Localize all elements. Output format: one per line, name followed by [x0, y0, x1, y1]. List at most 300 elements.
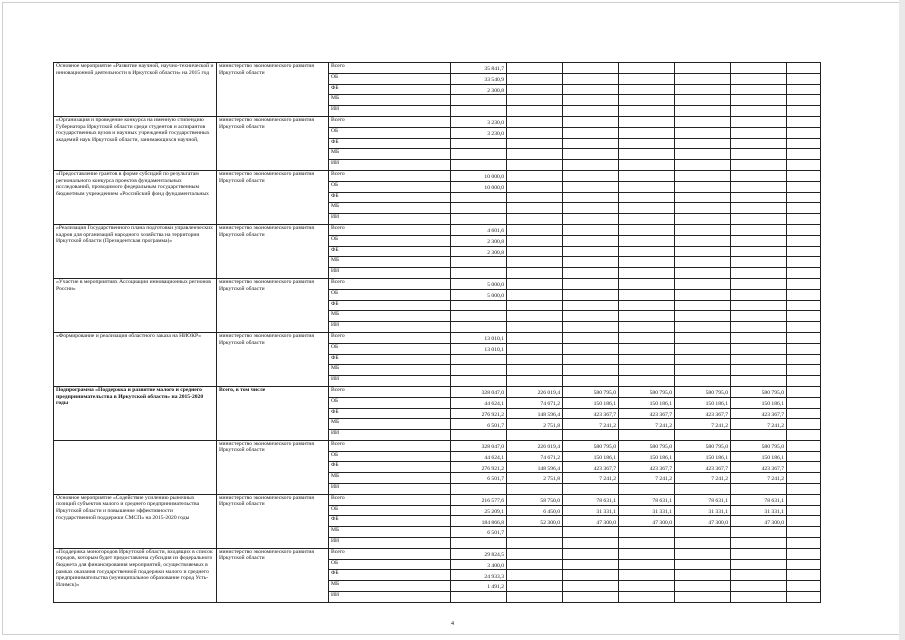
- value-cell: [563, 73, 619, 84]
- value-cell: [563, 311, 619, 322]
- activity-name-cell: «Организация и проведение конкурса на именную стипендию Губернатора Иркутской области среди студентов и аспирантов государственных вузов и научных учреждений государственных академий наук Иркутской области, занимающихся научной,: [54, 116, 217, 170]
- value-cell: [563, 95, 619, 106]
- value-cell: 328 047,0: [451, 386, 507, 397]
- value-cell: [563, 192, 619, 203]
- spacer-cell: [787, 559, 821, 570]
- value-cell: 29 824,5: [451, 548, 507, 559]
- value-cell: [563, 235, 619, 246]
- value-cell: 31 331,1: [619, 505, 675, 516]
- funding-source-cell: МБ: [329, 419, 451, 430]
- value-cell: [675, 138, 731, 149]
- page-number: 4: [451, 621, 454, 627]
- value-cell: 3 230,0: [451, 116, 507, 127]
- value-cell: 423 367,7: [675, 462, 731, 473]
- value-cell: [451, 257, 507, 268]
- value-cell: 148 596,4: [507, 462, 563, 473]
- spacer-cell: [787, 343, 821, 354]
- value-cell: [507, 138, 563, 149]
- value-cell: 47 300,0: [619, 516, 675, 527]
- value-cell: [619, 160, 675, 171]
- funding-source-cell: ОБ: [329, 343, 451, 354]
- spacer-cell: [787, 332, 821, 343]
- value-cell: [563, 181, 619, 192]
- value-cell: [563, 106, 619, 117]
- value-cell: [731, 570, 787, 581]
- spacer-cell: [787, 419, 821, 430]
- funding-source-cell: Всего: [329, 63, 451, 74]
- value-cell: [619, 181, 675, 192]
- value-cell: [507, 246, 563, 257]
- value-cell: 7 241,2: [563, 473, 619, 484]
- spacer-cell: [787, 170, 821, 181]
- value-cell: [507, 257, 563, 268]
- value-cell: [507, 203, 563, 214]
- value-cell: [731, 73, 787, 84]
- funding-source-cell: МБ: [329, 581, 451, 592]
- value-cell: [507, 484, 563, 495]
- funding-source-cell: ФБ: [329, 570, 451, 581]
- spacer-cell: [787, 354, 821, 365]
- value-cell: [507, 581, 563, 592]
- value-cell: [563, 538, 619, 549]
- value-cell: 580 795,0: [619, 386, 675, 397]
- value-cell: [619, 95, 675, 106]
- funding-source-cell: ФБ: [329, 84, 451, 95]
- spacer-cell: [787, 160, 821, 171]
- value-cell: [675, 365, 731, 376]
- spacer-cell: [787, 516, 821, 527]
- executor-cell: министерство экономического развития Иркутской области: [217, 548, 329, 602]
- value-cell: 4 601,6: [451, 224, 507, 235]
- value-cell: 423 367,7: [731, 462, 787, 473]
- activity-name-cell: Подпрограмма «Поддержка и развитие малого и среднего предпринимательства в Иркутской области» на 2015-2020 годы: [54, 386, 217, 440]
- spacer-cell: [787, 538, 821, 549]
- value-cell: [507, 559, 563, 570]
- value-cell: [619, 257, 675, 268]
- value-cell: [675, 332, 731, 343]
- funding-source-cell: Всего: [329, 278, 451, 289]
- value-cell: 276 921,2: [451, 462, 507, 473]
- value-cell: 7 241,2: [731, 419, 787, 430]
- activity-name-cell: [54, 440, 217, 494]
- value-cell: [563, 559, 619, 570]
- value-cell: [507, 311, 563, 322]
- value-cell: [675, 559, 731, 570]
- value-cell: 33 540,9: [451, 73, 507, 84]
- value-cell: [619, 354, 675, 365]
- value-cell: [619, 322, 675, 333]
- value-cell: [731, 235, 787, 246]
- table-body: [54, 63, 821, 603]
- funding-source-cell: ИИ: [329, 214, 451, 225]
- value-cell: [563, 246, 619, 257]
- value-cell: [451, 214, 507, 225]
- value-cell: [619, 84, 675, 95]
- value-cell: [675, 311, 731, 322]
- value-cell: [619, 63, 675, 74]
- value-cell: [507, 170, 563, 181]
- value-cell: [563, 149, 619, 160]
- value-cell: [619, 343, 675, 354]
- value-cell: [731, 365, 787, 376]
- value-cell: [507, 181, 563, 192]
- spacer-cell: [787, 289, 821, 300]
- spacer-cell: [787, 203, 821, 214]
- value-cell: 2 300,8: [451, 84, 507, 95]
- value-cell: 184 866,8: [451, 516, 507, 527]
- value-cell: 7 241,2: [619, 419, 675, 430]
- funding-source-cell: МБ: [329, 311, 451, 322]
- value-cell: 78 631,1: [563, 494, 619, 505]
- value-cell: [731, 160, 787, 171]
- table-row: [54, 386, 821, 397]
- value-cell: 3 400,0: [451, 559, 507, 570]
- value-cell: [619, 300, 675, 311]
- spacer-cell: [787, 484, 821, 495]
- value-cell: [619, 127, 675, 138]
- value-cell: 580 795,0: [619, 440, 675, 451]
- value-cell: [675, 160, 731, 171]
- value-cell: [731, 332, 787, 343]
- funding-source-cell: ФБ: [329, 516, 451, 527]
- value-cell: [619, 581, 675, 592]
- value-cell: 150 186,1: [731, 451, 787, 462]
- value-cell: [731, 203, 787, 214]
- spacer-cell: [787, 278, 821, 289]
- value-cell: 52 300,0: [507, 516, 563, 527]
- value-cell: [619, 365, 675, 376]
- spacer-cell: [787, 494, 821, 505]
- value-cell: [731, 278, 787, 289]
- value-cell: 58 750,0: [507, 494, 563, 505]
- spacer-cell: [787, 527, 821, 538]
- value-cell: 276 921,2: [451, 408, 507, 419]
- value-cell: 74 671,2: [507, 397, 563, 408]
- value-cell: 2 300,8: [451, 235, 507, 246]
- value-cell: 31 331,1: [563, 505, 619, 516]
- value-cell: 7 241,2: [563, 419, 619, 430]
- value-cell: [563, 214, 619, 225]
- spacer-cell: [787, 386, 821, 397]
- value-cell: [675, 354, 731, 365]
- value-cell: [563, 203, 619, 214]
- value-cell: [619, 170, 675, 181]
- value-cell: [563, 257, 619, 268]
- value-cell: 2 751,8: [507, 473, 563, 484]
- value-cell: [451, 300, 507, 311]
- value-cell: [619, 192, 675, 203]
- spacer-cell: [787, 268, 821, 279]
- value-cell: [619, 559, 675, 570]
- value-cell: 423 367,7: [563, 462, 619, 473]
- value-cell: 150 186,1: [563, 397, 619, 408]
- spacer-cell: [787, 224, 821, 235]
- funding-source-cell: МБ: [329, 95, 451, 106]
- spacer-cell: [787, 138, 821, 149]
- value-cell: 423 367,7: [675, 408, 731, 419]
- value-cell: [675, 257, 731, 268]
- value-cell: 47 300,0: [563, 516, 619, 527]
- funding-source-cell: ОБ: [329, 505, 451, 516]
- value-cell: [731, 538, 787, 549]
- value-cell: [507, 322, 563, 333]
- value-cell: 150 186,1: [675, 451, 731, 462]
- value-cell: [507, 527, 563, 538]
- value-cell: [563, 430, 619, 441]
- value-cell: [675, 430, 731, 441]
- value-cell: [675, 116, 731, 127]
- value-cell: [675, 235, 731, 246]
- value-cell: 148 596,4: [507, 408, 563, 419]
- value-cell: [731, 430, 787, 441]
- value-cell: [507, 214, 563, 225]
- value-cell: [619, 527, 675, 538]
- value-cell: [451, 192, 507, 203]
- spacer-cell: [787, 127, 821, 138]
- value-cell: [619, 203, 675, 214]
- value-cell: [507, 548, 563, 559]
- spacer-cell: [787, 505, 821, 516]
- value-cell: [563, 300, 619, 311]
- executor-cell: Всего, в том числе: [217, 386, 329, 440]
- value-cell: 423 367,7: [563, 408, 619, 419]
- value-cell: [675, 581, 731, 592]
- spacer-cell: [787, 73, 821, 84]
- spacer-cell: [787, 300, 821, 311]
- funding-source-cell: Всего: [329, 386, 451, 397]
- value-cell: [675, 127, 731, 138]
- value-cell: [731, 246, 787, 257]
- value-cell: [675, 300, 731, 311]
- value-cell: [563, 376, 619, 387]
- value-cell: [563, 322, 619, 333]
- page-edge: [899, 0, 905, 640]
- value-cell: [451, 106, 507, 117]
- value-cell: [563, 268, 619, 279]
- executor-cell: министерство экономического развития Иркутской области: [217, 440, 329, 494]
- funding-source-cell: МБ: [329, 473, 451, 484]
- activity-name-cell: «Участие в мероприятиях Ассоциации инновационных регионов России»: [54, 278, 217, 332]
- funding-source-cell: ИИ: [329, 484, 451, 495]
- table-row: [54, 170, 821, 181]
- value-cell: [619, 235, 675, 246]
- value-cell: [451, 203, 507, 214]
- funding-source-cell: ИИ: [329, 430, 451, 441]
- value-cell: [563, 592, 619, 603]
- executor-cell: министерство экономического развития Иркутской области: [217, 224, 329, 278]
- value-cell: [507, 570, 563, 581]
- value-cell: [619, 116, 675, 127]
- value-cell: 10 000,0: [451, 181, 507, 192]
- value-cell: 150 186,1: [619, 451, 675, 462]
- funding-source-cell: ОБ: [329, 397, 451, 408]
- value-cell: [507, 354, 563, 365]
- value-cell: [731, 322, 787, 333]
- spacer-cell: [787, 430, 821, 441]
- activity-name-cell: «Предоставление грантов в форме субсидий по результатам регионального конкурса проектов фундаментальных исследований, проводимого федеральным государственным бюджетным учреждением «Российский фонд фундаментальных: [54, 170, 217, 224]
- value-cell: 7 241,2: [675, 473, 731, 484]
- value-cell: [731, 149, 787, 160]
- value-cell: [675, 592, 731, 603]
- value-cell: [507, 73, 563, 84]
- value-cell: [507, 160, 563, 171]
- value-cell: [731, 63, 787, 74]
- value-cell: [507, 538, 563, 549]
- value-cell: [675, 170, 731, 181]
- value-cell: [675, 527, 731, 538]
- value-cell: [675, 63, 731, 74]
- funding-source-cell: ИИ: [329, 322, 451, 333]
- value-cell: [675, 484, 731, 495]
- executor-cell: министерство экономического развития Иркутской области: [217, 278, 329, 332]
- table-row: [54, 494, 821, 505]
- value-cell: [507, 116, 563, 127]
- value-cell: 6 501,7: [451, 473, 507, 484]
- spacer-cell: [787, 548, 821, 559]
- value-cell: 150 186,1: [563, 451, 619, 462]
- value-cell: [731, 127, 787, 138]
- value-cell: [675, 73, 731, 84]
- value-cell: [563, 224, 619, 235]
- value-cell: 78 631,1: [731, 494, 787, 505]
- value-cell: [619, 570, 675, 581]
- value-cell: [731, 289, 787, 300]
- value-cell: 423 367,7: [619, 408, 675, 419]
- value-cell: 226 019,4: [507, 386, 563, 397]
- funding-source-cell: ФБ: [329, 138, 451, 149]
- value-cell: [507, 376, 563, 387]
- value-cell: [731, 95, 787, 106]
- funding-source-cell: ИИ: [329, 538, 451, 549]
- table-row: [54, 278, 821, 289]
- value-cell: [507, 235, 563, 246]
- value-cell: 7 241,2: [675, 419, 731, 430]
- value-cell: [451, 430, 507, 441]
- value-cell: [451, 592, 507, 603]
- value-cell: [563, 332, 619, 343]
- spacer-cell: [787, 397, 821, 408]
- value-cell: [451, 268, 507, 279]
- executor-cell: министерство экономического развития Иркутской области: [217, 116, 329, 170]
- value-cell: 150 186,1: [731, 397, 787, 408]
- value-cell: [731, 257, 787, 268]
- value-cell: [619, 289, 675, 300]
- value-cell: [507, 343, 563, 354]
- value-cell: [731, 170, 787, 181]
- value-cell: [619, 548, 675, 559]
- value-cell: 6 501,7: [451, 527, 507, 538]
- value-cell: [675, 95, 731, 106]
- value-cell: [507, 268, 563, 279]
- value-cell: 580 795,0: [675, 440, 731, 451]
- spacer-cell: [787, 257, 821, 268]
- executor-cell: министерство экономического развития Иркутской области: [217, 170, 329, 224]
- value-cell: 44 624,1: [451, 451, 507, 462]
- value-cell: [675, 246, 731, 257]
- value-cell: [451, 322, 507, 333]
- value-cell: [507, 127, 563, 138]
- value-cell: [563, 581, 619, 592]
- funding-source-cell: ИИ: [329, 592, 451, 603]
- value-cell: 78 631,1: [675, 494, 731, 505]
- value-cell: [563, 84, 619, 95]
- spacer-cell: [787, 63, 821, 74]
- value-cell: [507, 278, 563, 289]
- value-cell: [619, 311, 675, 322]
- funding-source-cell: ФБ: [329, 192, 451, 203]
- spacer-cell: [787, 365, 821, 376]
- value-cell: [675, 548, 731, 559]
- value-cell: [619, 224, 675, 235]
- value-cell: [563, 127, 619, 138]
- value-cell: [451, 365, 507, 376]
- value-cell: [619, 538, 675, 549]
- value-cell: 150 186,1: [619, 397, 675, 408]
- funding-source-cell: ФБ: [329, 246, 451, 257]
- spacer-cell: [787, 451, 821, 462]
- value-cell: [675, 203, 731, 214]
- executor-cell: министерство экономического развития Иркутской области: [217, 494, 329, 548]
- value-cell: 7 241,2: [619, 473, 675, 484]
- value-cell: 580 795,0: [731, 386, 787, 397]
- funding-source-cell: Всего: [329, 548, 451, 559]
- value-cell: [675, 289, 731, 300]
- value-cell: [563, 289, 619, 300]
- value-cell: [731, 559, 787, 570]
- value-cell: [451, 95, 507, 106]
- value-cell: [731, 311, 787, 322]
- funding-source-cell: ФБ: [329, 462, 451, 473]
- value-cell: [619, 246, 675, 257]
- value-cell: [507, 289, 563, 300]
- funding-source-cell: Всего: [329, 224, 451, 235]
- spacer-cell: [787, 246, 821, 257]
- value-cell: [731, 527, 787, 538]
- value-cell: 216 577,6: [451, 494, 507, 505]
- activity-name-cell: Основное мероприятие «Содействие усилению рыночных позиций субъектов малого и среднего предпринимательства Иркутской области и повышение эффективности государственной поддержки СМСП» на 2015-2020 годы: [54, 494, 217, 548]
- value-cell: [563, 354, 619, 365]
- spacer-cell: [787, 376, 821, 387]
- value-cell: 328 047,0: [451, 440, 507, 451]
- value-cell: [563, 365, 619, 376]
- spacer-cell: [787, 592, 821, 603]
- value-cell: [731, 181, 787, 192]
- spacer-cell: [787, 214, 821, 225]
- value-cell: [619, 106, 675, 117]
- value-cell: [675, 181, 731, 192]
- value-cell: [563, 138, 619, 149]
- value-cell: [675, 538, 731, 549]
- funding-source-cell: ОБ: [329, 289, 451, 300]
- value-cell: [675, 84, 731, 95]
- spacer-cell: [787, 462, 821, 473]
- value-cell: 7 241,2: [731, 473, 787, 484]
- spacer-cell: [787, 570, 821, 581]
- spacer-cell: [787, 440, 821, 451]
- value-cell: [675, 343, 731, 354]
- value-cell: [563, 160, 619, 171]
- table-row: [54, 440, 821, 451]
- value-cell: [731, 300, 787, 311]
- value-cell: [619, 332, 675, 343]
- value-cell: [563, 484, 619, 495]
- value-cell: [731, 548, 787, 559]
- value-cell: [451, 149, 507, 160]
- value-cell: [507, 300, 563, 311]
- value-cell: 74 671,2: [507, 451, 563, 462]
- value-cell: [507, 430, 563, 441]
- value-cell: 6 450,0: [507, 505, 563, 516]
